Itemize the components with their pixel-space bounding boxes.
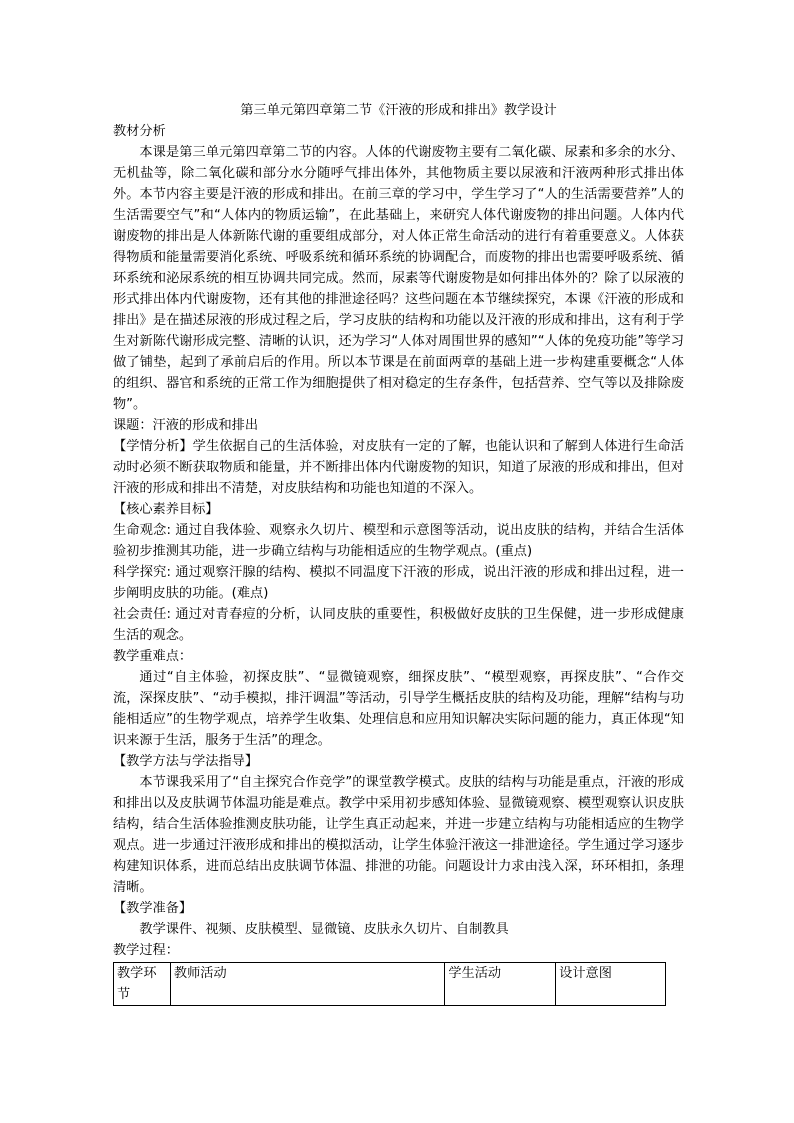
process-col-teacher: 教师活动	[170, 963, 444, 1006]
learner-analysis: 【学情分析】学生依据自己的生活体验，对皮肤有一定的了解，也能认识和了解到人体进行生命活动时必须不断获取物质和能量，并不断排出体内代谢废物的知识，知道了尿液的形成和排出，但对汗液的形成和排出不清楚，对皮肤结构和功能也知道的不深入。	[113, 439, 684, 496]
key-difficult-heading: 教学重难点：	[113, 649, 193, 664]
methods-body: 本节课我采用了“自主探究合作竞学”的课堂教学模式。皮肤的结构与功能是重点，汗液的形成和排出以及皮肤调节体温功能是难点。教学中采用初步感知体验、显微镜观察、模型观察认识皮肤结构，结合生活体验推测皮肤功能，让学生真正动起来，并进一步建立结构与功能相适应的生物学观点。进一步通过汗液形成和排出的模拟活动，让学生体验汗液这一排泄途径。学生通过学习逐步构建知识体系，进而总结出皮肤调节体温、排泄的功能。问题设计力求由浅入深，环环相扣，条理清晰。	[113, 775, 684, 895]
process-col-stage: 教学环节	[114, 963, 171, 1006]
document-title: 第三单元第四章第二节《汗液的形成和排出》教学设计	[240, 103, 557, 118]
preparation-heading: 【教学准备】	[113, 901, 193, 916]
process-col-intent: 设计意图	[556, 963, 666, 1006]
process-table-header-row	[114, 963, 666, 1006]
material-analysis-body: 本课是第三单元第四章第二节的内容。人体的代谢废物主要有二氧化碳、尿素和多余的水分、无机盐等，除二氧化碳和部分水分随呼气排出体外，其他物质主要以尿液和汗液两种形式排出体外。本节内容主要是汗液的形成和排出。在前三章的学习中，学生学习了“人的生活需要营养”人的生活需要空气”和“人体内的物质运输”，在此基础上，来研究人体代谢废物的排出问题。人体内代谢废物的排出是人体新陈代谢的重要组成部分，对人体正常生命活动的进行有着重要意义。人体获得物质和能量需要消化系统、呼吸系统和循环系统的协调配合，而废物的排出也需要呼吸系统、循环系统和泌尿系统的相互协调共同完成。然而，尿素等代谢废物是如何排出体外的？除了以尿液的形式排出体内代谢废物，还有其他的排泄途径吗？这些问题在本节继续探究，本课《汗液的形成和排出》是在描述尿液的形成过程之后，学习皮肤的结构和功能以及汗液的形成和排出，这有利于学生对新陈代谢形成完整、清晰的认识，还为学习“人体对周围世界的感知”“人体的免疫功能”等学习做了铺垫，起到了承前启后的作用。所以本节课是在前面两章的基础上进一步构建重要概念“人体的组织、器官和系统的正常工作为细胞提供了相对稳定的生存条件，包括营养、空气等以及排除废物”。	[113, 145, 684, 412]
document-page	[113, 100, 684, 1006]
key-difficult-body: 通过“自主体验，初探皮肤”、“显微镜观察，细探皮肤”、“模型观察，再探皮肤”、“合作交流，深探皮肤”、“动手模拟，排汗调温”等活动，引导学生概括皮肤的结构及功能，理解“结构与功能相适应”的生物学观点，培养学生收集、处理信息和应用知识解决实际问题的能力，真正体现“知识来源于生活，服务于生活”的理念。	[113, 670, 684, 748]
methods-heading: 【教学方法与学法指导】	[113, 754, 259, 769]
goal-life-concept: 生命观念: 通过自我体验、观察永久切片、模型和示意图等活动，说出皮肤的结构，并结合生活体验初步推测其功能，进一步确立结构与功能相适应的生物学观点。(重点)	[113, 523, 684, 559]
material-analysis-heading: 教材分析	[113, 124, 166, 139]
goal-science-inquiry: 科学探究: 通过观察汗腺的结构、模拟不同温度下汗液的形成，说出汗液的形成和排出过程，进一步阐明皮肤的功能。(难点)	[113, 565, 684, 601]
process-heading: 教学过程：	[113, 943, 179, 958]
core-goals-heading: 【核心素养目标】	[113, 502, 219, 517]
goal-social-responsibility: 社会责任: 通过对青春痘的分析，认同皮肤的重要性，积极做好皮肤的卫生保健，进一步形成健康生活的观念。	[113, 607, 684, 643]
process-col-student: 学生活动	[445, 963, 556, 1006]
preparation-body: 教学课件、视频、皮肤模型、显微镜、皮肤永久切片、自制教具	[139, 922, 509, 937]
process-table	[113, 962, 666, 1006]
lesson-topic: 课题：汗液的形成和排出	[113, 418, 259, 433]
